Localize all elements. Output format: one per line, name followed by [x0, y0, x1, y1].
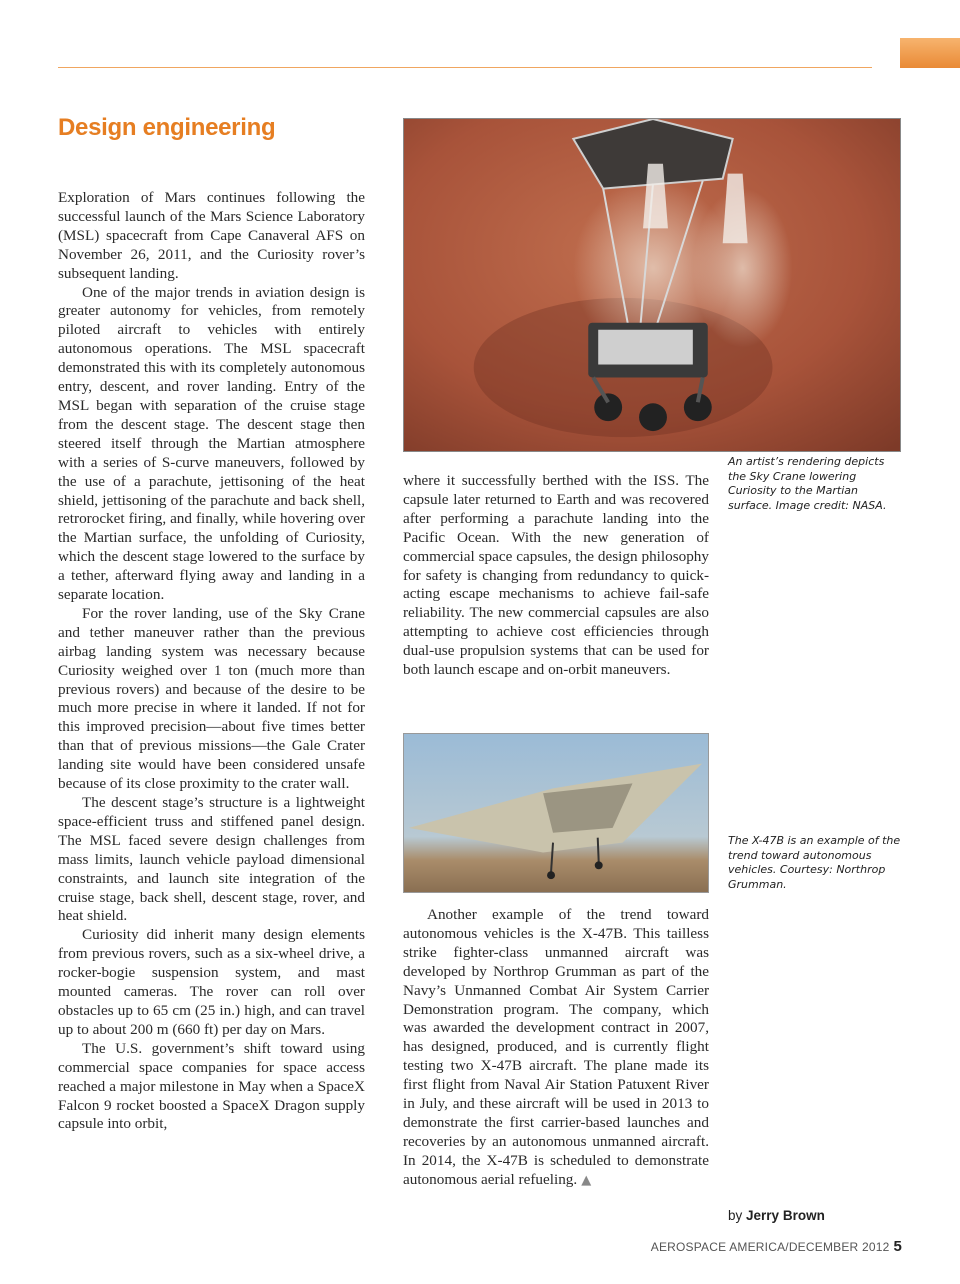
- end-of-article-icon: ▲: [581, 1172, 592, 1188]
- byline-prefix: by: [728, 1208, 743, 1223]
- header-rule: [58, 67, 872, 68]
- article-column-left: [58, 189, 365, 1134]
- x47b-photo: [403, 733, 709, 893]
- paragraph: Curiosity did inherit many design elements from previous rovers, such as a six-wheel drive, a rocker-bogie suspension system, and mast mounted cameras. The rover can roll over obstacles up to 65 cm (25 in.) high, and can travel up to about 200 m (660 ft) per day on Mars.: [58, 926, 365, 1038]
- photo-caption: The X-47B is an example of the trend toward autonomous vehicles. Courtesy: Northrop Grumman.: [728, 834, 901, 891]
- paragraph: For the rover landing, use of the Sky Crane and tether maneuver rather than the previous airbag landing system was necessary because Curiosity weighed over 1 ton (much more than previous rovers) and because of the desire to be much more precise in where it landed. If not for this improved precision—about five times better than that of previous missions—the Gale Crater landing site would have been considered unsafe because of its close proximity to the crater wall.: [58, 604, 365, 793]
- byline: [728, 1208, 825, 1223]
- page-footer: [651, 1238, 902, 1255]
- article-column-middle-top: [403, 472, 709, 680]
- paragraph: where it successfully berthed with the ISS. The capsule later returned to Earth and was recovered after performing a parachute landing into the Pacific Ocean. With the new generation of commercial space capsules, the design philosophy for safety is changing from redundancy to quick-acting escape mechanisms to achieve fail-safe reliability. The new commercial capsules are also attempting to achieve cost efficiencies through dual-use propulsion systems that can be used for both launch escape and on-orbit maneuvers.: [403, 472, 709, 679]
- publication-name: AEROSPACE AMERICA/DECEMBER 2012: [650, 1240, 890, 1254]
- photo-caption: An artist’s rendering depicts the Sky Crane lowering Curiosity to the Martian surface. Image credit: NASA.: [728, 455, 887, 512]
- paragraph-text: Another example of the trend toward autonomous vehicles is the X-47B. This tailless strike fighter-class unmanned aircraft was developed by Northrop Grumman as part of the Navy’s Unmanned Combat Air System Carrier Demonstration program. The company, which was awarded the development contract in 2007, has designed, produced, and is currently flight testing two X-47B aircraft. The plane made its first flight from Naval Air Station Patuxent River in July, and these aircraft will be used in 2013 to demonstrate the first carrier-based launches and recoveries by an autonomous unmanned aircraft. In 2014, the X-47B is scheduled to demonstrate autonomous aerial refueling.: [403, 906, 709, 1188]
- author-name: Jerry Brown: [746, 1208, 825, 1223]
- paragraph: One of the major trends in aviation design is greater autonomy for vehicles, from remotely piloted aircraft to vehicles with entirely autonomous operations. The MSL spacecraft demonstrated this with its completely autonomous entry, descent, and rover landing. Entry of the MSL began with separation of the cruise stage from the descent stage. The descent stage then steered itself through the Martian atmosphere with a series of S-curve maneuvers, followed by the use of a parachute, jettisoning of the heat shield, jettisoning of the parachute and back shell, retrorocket firing, and finally, while hovering over the Martian surface, the unfolding of Curiosity, which the descent stage lowered to the surface by a tether, afterward flying away and landing in a separate location.: [58, 283, 365, 604]
- paragraph: The descent stage’s structure is a lightweight space-efficient truss and stiffened panel design. The MSL faced severe design challenges from mass limits, launch vehicle payload dimensional constraints, and launch site integration of the cruise stage, back shell, descent stage, rover, and heat shield.: [58, 794, 365, 925]
- article-column-middle-bottom: [403, 906, 709, 1191]
- page-number: 5: [893, 1238, 902, 1255]
- paragraph: The U.S. government’s shift toward using commercial space companies for space access reached a major milestone in May when a SpaceX Falcon 9 rocket boosted a SpaceX Dragon supply capsule into orbit,: [58, 1039, 365, 1133]
- sky-crane-photo: [403, 118, 901, 452]
- page-tab-accent: [900, 38, 960, 68]
- section-title: Design engineering: [58, 114, 276, 141]
- paragraph: [403, 906, 709, 1191]
- paragraph: Exploration of Mars continues following the successful launch of the Mars Science Laboratory (MSL) spacecraft from Cape Canaveral AFS on November 26, 2011, and the Curiosity rover’s subsequent landing.: [58, 189, 365, 282]
